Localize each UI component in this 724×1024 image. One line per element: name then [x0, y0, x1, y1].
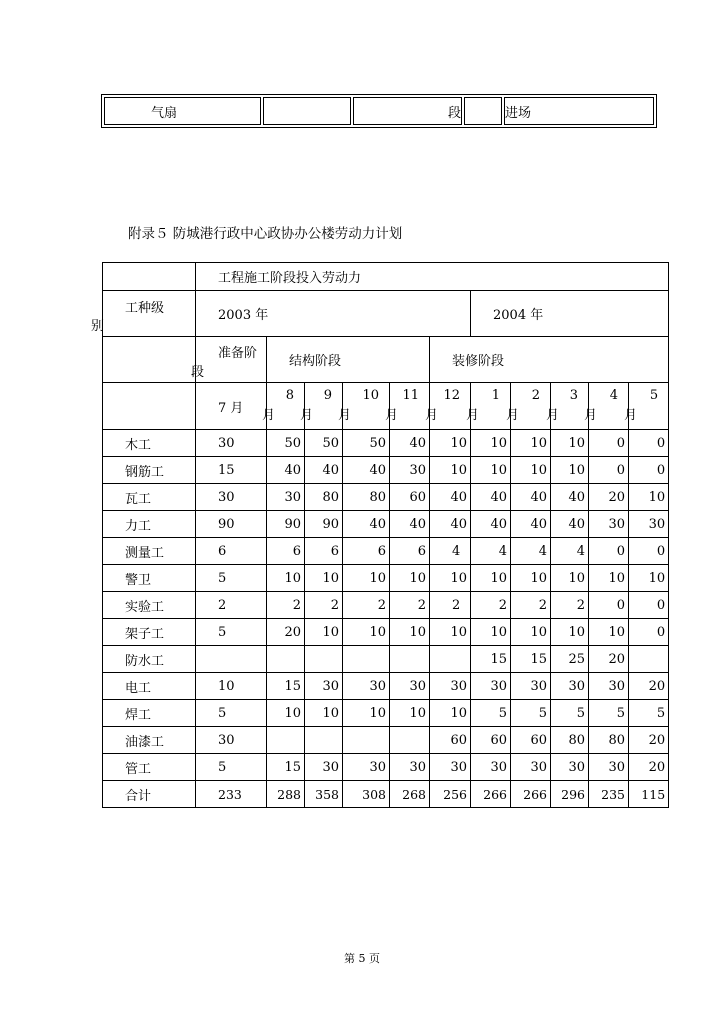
labor-value-cell: 10: [430, 700, 471, 727]
labor-value-cell: [267, 727, 305, 754]
labor-value-cell: [196, 646, 267, 673]
trade-name: 架子工: [103, 619, 196, 646]
labor-value-cell: 30: [551, 673, 589, 700]
labor-value-cell: 40: [511, 511, 551, 538]
table-row: [103, 781, 669, 808]
phase-finishing-text: 装修阶段: [452, 354, 505, 369]
trade-header-tail: 别: [91, 319, 105, 334]
labor-value-cell: 90: [196, 511, 267, 538]
month-suffix: 月: [262, 408, 276, 423]
trade-name: 管工: [103, 754, 196, 781]
labor-value-cell: 10: [390, 565, 430, 592]
labor-value-cell: 40: [551, 511, 589, 538]
labor-value-cell: 40: [430, 511, 471, 538]
labor-value-cell: 20: [629, 754, 669, 781]
labor-value-cell: 10: [511, 565, 551, 592]
labor-value-cell: 5: [629, 700, 669, 727]
table-row: [103, 673, 669, 700]
labor-value-cell: 10: [343, 700, 390, 727]
fragment-cell-4: [464, 97, 502, 125]
labor-value-cell: 4: [471, 538, 511, 565]
month-first: [196, 383, 267, 430]
labor-value-cell: 10: [390, 619, 430, 646]
table-row: [103, 511, 669, 538]
month-header-cell: [385, 383, 430, 430]
labor-value-cell: [267, 646, 305, 673]
labor-value-cell: 30: [471, 754, 511, 781]
table-row: [103, 646, 669, 673]
labor-value-cell: 4: [511, 538, 551, 565]
labor-value-cell: 256: [430, 781, 471, 808]
labor-value-cell: 50: [305, 430, 343, 457]
trade-name: 钢筋工: [103, 457, 196, 484]
labor-value-cell: 10: [471, 457, 511, 484]
labor-value-cell: 15: [196, 457, 267, 484]
labor-value-cell: 30: [551, 754, 589, 781]
month-number: 1: [491, 388, 500, 403]
labor-value-cell: 80: [589, 727, 629, 754]
labor-value-cell: 15: [511, 646, 551, 673]
labor-value-cell: 30: [471, 673, 511, 700]
labor-value-cell: 30: [390, 673, 430, 700]
month-number: 8: [285, 388, 294, 403]
labor-value-cell: 2: [196, 592, 267, 619]
table-row: [103, 727, 669, 754]
labor-value-cell: 233: [196, 781, 267, 808]
labor-value-cell: [390, 727, 430, 754]
labor-value-cell: 10: [589, 619, 629, 646]
month-first-text: 7 月: [218, 400, 244, 416]
labor-value-cell: 30: [305, 754, 343, 781]
labor-value-cell: 2: [343, 592, 390, 619]
header-empty-cell: [103, 263, 196, 291]
labor-value-cell: 10: [305, 565, 343, 592]
fragment-cell-3: [353, 97, 462, 125]
labor-value-cell: 4: [430, 538, 471, 565]
month-suffix: 月: [338, 408, 352, 423]
labor-value-cell: 2: [267, 592, 305, 619]
labor-value-cell: 5: [511, 700, 551, 727]
labor-value-cell: 10: [343, 565, 390, 592]
trade-header: [91, 291, 196, 337]
year-2003-text: 2003 年: [218, 308, 269, 323]
month-header-cell: [584, 383, 629, 430]
labor-value-cell: 10: [430, 619, 471, 646]
month-suffix: 月: [546, 408, 560, 423]
labor-value-cell: 2: [511, 592, 551, 619]
labor-value-cell: 5: [196, 565, 267, 592]
labor-value-cell: [629, 646, 669, 673]
month-header-cell: [546, 383, 589, 430]
labor-value-cell: 235: [589, 781, 629, 808]
month-header-cell: [425, 383, 471, 430]
labor-value-cell: 10: [551, 457, 589, 484]
month-header-cell: [262, 383, 305, 430]
fragment-text-3b: 进场: [505, 105, 532, 121]
month-number: 5: [649, 388, 659, 403]
labor-value-cell: 6: [196, 538, 267, 565]
labor-value-cell: 5: [589, 700, 629, 727]
fragment-text-3a: 段: [448, 105, 462, 121]
month-number: 9: [323, 388, 332, 403]
month-number: 10: [362, 388, 379, 403]
trade-name: 焊工: [103, 700, 196, 727]
labor-value-cell: 30: [390, 457, 430, 484]
labor-value-cell: [305, 646, 343, 673]
labor-value-cell: [343, 646, 390, 673]
labor-value-cell: 30: [343, 673, 390, 700]
labor-value-cell: 5: [551, 700, 589, 727]
labor-value-cell: 30: [589, 754, 629, 781]
phase-empty-cell: [103, 337, 196, 383]
month-number: 4: [609, 388, 618, 403]
labor-value-cell: 40: [511, 484, 551, 511]
month-header-cell: [466, 383, 511, 430]
labor-value-cell: 6: [343, 538, 390, 565]
labor-value-cell: 20: [629, 673, 669, 700]
month-header-cell: [300, 383, 343, 430]
phase-structure-text: 结构阶段: [289, 354, 342, 369]
labor-value-cell: 10: [629, 565, 669, 592]
labor-value-cell: 10: [551, 619, 589, 646]
labor-value-cell: 40: [430, 484, 471, 511]
month-number: 11: [402, 388, 419, 403]
labor-value-cell: 15: [471, 646, 511, 673]
year-2004-text: 2004 年: [493, 308, 544, 323]
month-header-cell: [506, 383, 551, 430]
labor-value-cell: 40: [471, 484, 511, 511]
table-row: [103, 430, 669, 457]
labor-value-cell: 0: [589, 592, 629, 619]
labor-value-cell: 358: [305, 781, 343, 808]
table-row: [103, 538, 669, 565]
labor-value-cell: 10: [551, 430, 589, 457]
phase-prep-text: 准备阶: [218, 346, 258, 361]
labor-value-cell: 60: [471, 727, 511, 754]
labor-value-cell: 10: [471, 565, 511, 592]
trade-name: 电工: [103, 673, 196, 700]
labor-value-cell: 20: [267, 619, 305, 646]
labor-value-cell: 90: [305, 511, 343, 538]
labor-value-cell: 5: [471, 700, 511, 727]
labor-value-cell: 0: [589, 457, 629, 484]
fragment-cell-2: [263, 97, 351, 125]
labor-value-cell: 2: [471, 592, 511, 619]
trade-name: 合计: [103, 781, 196, 808]
labor-value-cell: 30: [343, 754, 390, 781]
trade-name: 实验工: [103, 592, 196, 619]
month-number: 3: [569, 388, 578, 403]
labor-value-cell: 5: [196, 619, 267, 646]
labor-value-cell: 10: [511, 430, 551, 457]
fragment-cell-1: [104, 97, 261, 125]
labor-value-cell: 30: [267, 484, 305, 511]
labor-value-cell: 60: [430, 727, 471, 754]
fragment-text-1: 气扇: [151, 105, 178, 121]
labor-value-cell: 60: [511, 727, 551, 754]
table-row: [103, 484, 669, 511]
labor-value-cell: 30: [305, 673, 343, 700]
labor-value-cell: 6: [267, 538, 305, 565]
trade-name: 测量工: [103, 538, 196, 565]
phase-finishing: [430, 337, 669, 383]
labor-value-cell: 30: [196, 430, 267, 457]
labor-value-cell: 266: [511, 781, 551, 808]
labor-value-cell: 6: [305, 538, 343, 565]
trade-name: 木工: [103, 430, 196, 457]
labor-value-cell: 10: [629, 484, 669, 511]
labor-value-cell: 268: [390, 781, 430, 808]
table-title: [196, 263, 669, 291]
month-suffix: 月: [466, 408, 480, 423]
labor-value-cell: 30: [196, 727, 267, 754]
labor-value-cell: 40: [343, 457, 390, 484]
labor-value-cell: 10: [305, 619, 343, 646]
month-header-cell: [338, 383, 390, 430]
month-suffix: 月: [506, 408, 520, 423]
labor-value-cell: 40: [305, 457, 343, 484]
labor-value-cell: 30: [511, 754, 551, 781]
trade-name: 瓦工: [103, 484, 196, 511]
labor-value-cell: 10: [430, 430, 471, 457]
labor-value-cell: 30: [589, 673, 629, 700]
labor-value-cell: 30: [511, 673, 551, 700]
table-row: [103, 565, 669, 592]
table-row: [103, 592, 669, 619]
labor-value-cell: [430, 646, 471, 673]
labor-value-cell: 20: [589, 646, 629, 673]
labor-value-cell: 10: [430, 565, 471, 592]
month-suffix: 月: [425, 408, 439, 423]
labor-value-cell: 10: [471, 619, 511, 646]
fragment-cell-5: [504, 97, 654, 125]
labor-value-cell: 30: [390, 754, 430, 781]
labor-value-cell: 10: [343, 619, 390, 646]
month-number: 12: [443, 388, 460, 403]
labor-value-cell: 40: [267, 457, 305, 484]
labor-value-cell: 40: [551, 484, 589, 511]
labor-value-cell: [305, 727, 343, 754]
labor-value-cell: 10: [267, 565, 305, 592]
labor-value-cell: 10: [390, 700, 430, 727]
labor-value-cell: 2: [430, 592, 471, 619]
table-caption: 附录５ 防城港行政中心政协办公楼劳动力计划: [128, 226, 403, 242]
trade-name: 警卫: [103, 565, 196, 592]
labor-value-cell: 10: [471, 430, 511, 457]
labor-value-cell: 20: [629, 727, 669, 754]
labor-value-cell: 5: [196, 700, 267, 727]
labor-value-cell: 30: [629, 511, 669, 538]
labor-value-cell: 80: [551, 727, 589, 754]
labor-value-cell: 50: [343, 430, 390, 457]
month-number: 2: [531, 388, 540, 403]
labor-value-cell: [343, 727, 390, 754]
labor-value-cell: 90: [267, 511, 305, 538]
labor-value-cell: 2: [551, 592, 589, 619]
phase-prep-tail: 段: [191, 365, 205, 380]
labor-plan-table: [91, 262, 669, 808]
trade-name: 油漆工: [103, 727, 196, 754]
labor-value-cell: [390, 646, 430, 673]
labor-value-cell: 0: [629, 592, 669, 619]
labor-value-cell: 40: [390, 430, 430, 457]
labor-value-cell: 40: [390, 511, 430, 538]
year-2004: [471, 291, 669, 337]
phase-structure: [267, 337, 430, 383]
labor-value-cell: 20: [589, 484, 629, 511]
table-row: [103, 754, 669, 781]
labor-value-cell: 60: [390, 484, 430, 511]
labor-value-cell: 288: [267, 781, 305, 808]
page-footer: 第 5 页: [344, 952, 380, 965]
labor-value-cell: 0: [629, 430, 669, 457]
labor-value-cell: 30: [430, 673, 471, 700]
month-header-cell: [624, 383, 669, 430]
labor-value-cell: 10: [551, 565, 589, 592]
month-suffix: 月: [385, 408, 399, 423]
labor-value-cell: 80: [305, 484, 343, 511]
trade-name: 防水工: [103, 646, 196, 673]
labor-value-cell: 15: [267, 673, 305, 700]
labor-value-cell: 0: [589, 538, 629, 565]
labor-value-cell: 6: [390, 538, 430, 565]
labor-value-cell: 10: [196, 673, 267, 700]
labor-value-cell: 15: [267, 754, 305, 781]
labor-value-cell: 25: [551, 646, 589, 673]
labor-value-cell: 266: [471, 781, 511, 808]
labor-value-cell: 30: [196, 484, 267, 511]
labor-value-cell: 0: [589, 430, 629, 457]
labor-value-cell: 10: [589, 565, 629, 592]
year-2003: [196, 291, 471, 337]
labor-value-cell: 50: [267, 430, 305, 457]
labor-value-cell: 0: [629, 538, 669, 565]
labor-value-cell: 296: [551, 781, 589, 808]
table-row: [103, 700, 669, 727]
labor-value-cell: 2: [390, 592, 430, 619]
month-suffix: 月: [300, 408, 314, 423]
labor-value-cell: 10: [305, 700, 343, 727]
labor-value-cell: 2: [305, 592, 343, 619]
month-empty-cell: [103, 383, 196, 430]
labor-value-cell: 4: [551, 538, 589, 565]
trade-name: 力工: [103, 511, 196, 538]
table-row: [103, 457, 669, 484]
previous-table-fragment: [101, 94, 657, 128]
month-suffix: 月: [584, 408, 598, 423]
labor-value-cell: 30: [589, 511, 629, 538]
table-row: [103, 619, 669, 646]
labor-value-cell: 10: [430, 457, 471, 484]
labor-value-cell: 308: [343, 781, 390, 808]
labor-value-cell: 5: [196, 754, 267, 781]
labor-value-cell: 10: [511, 619, 551, 646]
labor-value-cell: 10: [267, 700, 305, 727]
labor-value-cell: 30: [430, 754, 471, 781]
labor-value-cell: 80: [343, 484, 390, 511]
phase-prep: [191, 337, 267, 383]
labor-value-cell: 0: [629, 457, 669, 484]
trade-header-text: 工种级: [125, 301, 165, 316]
labor-value-cell: 10: [511, 457, 551, 484]
labor-value-cell: 115: [629, 781, 669, 808]
labor-value-cell: 40: [343, 511, 390, 538]
labor-value-cell: 0: [629, 619, 669, 646]
month-suffix: 月: [624, 408, 638, 423]
labor-value-cell: 40: [471, 511, 511, 538]
table-title-text: 工程施工阶段投入劳动力: [218, 271, 362, 286]
